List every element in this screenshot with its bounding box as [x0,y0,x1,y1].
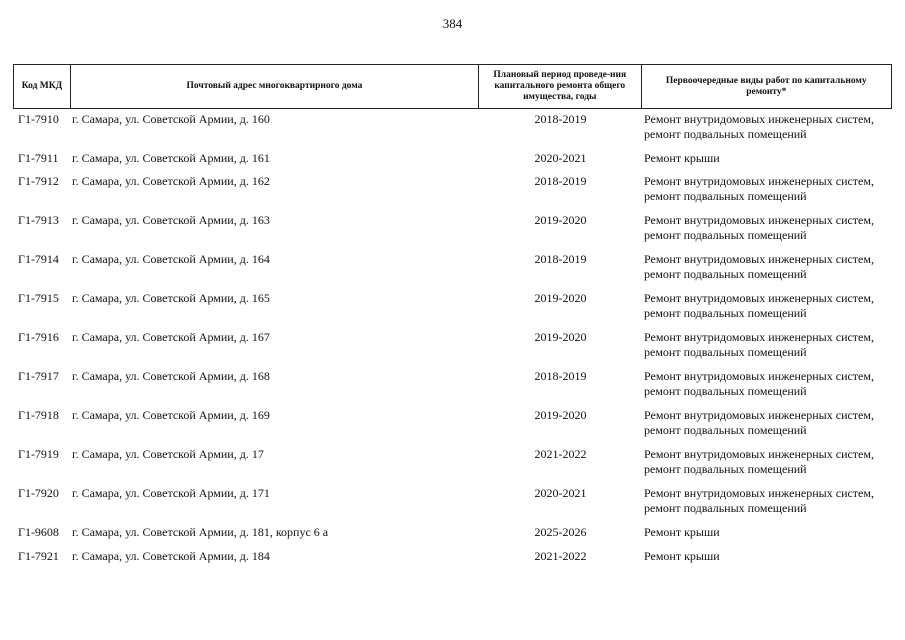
cell-works: Ремонт внутридомовых инженерных систем, ремонт подвальных помещений [644,174,874,203]
cell-period: 2018-2019 [534,174,587,188]
cell-code: Г1-7915 [18,291,59,305]
cell-code: Г1-7918 [18,408,59,422]
cell-period: 2021-2022 [534,549,587,563]
cell-address: г. Самара, ул. Советской Армии, д. 163 [72,213,270,227]
cell-address: г. Самара, ул. Советской Армии, д. 184 [72,549,270,563]
table-row [13,483,892,522]
cell-works: Ремонт внутридомовых инженерных систем, ремонт подвальных помещений [644,486,874,515]
table-row [13,327,892,366]
table-row [13,109,892,148]
cell-address: г. Самара, ул. Советской Армии, д. 181, корпус 6 а [72,525,329,539]
cell-code: Г1-7910 [18,112,59,126]
table-row [13,522,892,546]
cell-period: 2019-2020 [534,408,587,422]
header-period: Плановый период проведе-ния капитального ремонта общего имущества, годы [479,65,642,108]
cell-address: г. Самара, ул. Советской Армии, д. 160 [72,112,270,126]
cell-period: 2018-2019 [534,369,587,383]
cell-works: Ремонт внутридомовых инженерных систем, ремонт подвальных помещений [644,213,874,242]
cell-address: г. Самара, ул. Советской Армии, д. 162 [72,174,270,188]
cell-works: Ремонт крыши [644,151,720,165]
header-code: Код МКД [14,65,71,108]
cell-period: 2020-2021 [534,486,587,500]
cell-period: 2019-2020 [534,213,587,227]
cell-period: 2025-2026 [534,525,587,539]
cell-code: Г1-7916 [18,330,59,344]
cell-address: г. Самара, ул. Советской Армии, д. 164 [72,252,270,266]
cell-works: Ремонт внутридомовых инженерных систем, ремонт подвальных помещений [644,447,874,476]
header-address: Почтовый адрес многоквартирного дома [71,65,479,108]
table-row [13,288,892,327]
cell-code: Г1-7914 [18,252,59,266]
table-header [13,64,892,109]
cell-works: Ремонт крыши [644,549,720,563]
cell-period: 2021-2022 [534,447,587,461]
table-row [13,171,892,210]
table-row [13,249,892,288]
cell-address: г. Самара, ул. Советской Армии, д. 171 [72,486,270,500]
cell-works: Ремонт внутридомовых инженерных систем, ремонт подвальных помещений [644,369,874,398]
cell-address: г. Самара, ул. Советской Армии, д. 17 [72,447,264,461]
cell-code: Г1-7911 [18,151,59,165]
cell-code: Г1-7921 [18,549,59,563]
table-row [13,210,892,249]
cell-code: Г1-7912 [18,174,59,188]
cell-code: Г1-7913 [18,213,59,227]
cell-code: Г1-7917 [18,369,59,383]
cell-works: Ремонт внутридомовых инженерных систем, ремонт подвальных помещений [644,408,874,437]
cell-address: г. Самара, ул. Советской Армии, д. 161 [72,151,270,165]
header-works: Первоочередные виды работ по капитальному ремонту* [665,75,867,97]
cell-address: г. Самара, ул. Советской Армии, д. 168 [72,369,270,383]
cell-period: 2019-2020 [534,330,587,344]
cell-works: Ремонт внутридомовых инженерных систем, ремонт подвальных помещений [644,252,874,281]
table-row [13,148,892,171]
cell-period: 2019-2020 [534,291,587,305]
table-row [13,444,892,483]
cell-period: 2018-2019 [534,112,587,126]
cell-period: 2018-2019 [534,252,587,266]
cell-works: Ремонт внутридомовых инженерных систем, ремонт подвальных помещений [644,291,874,320]
cell-works: Ремонт внутридомовых инженерных систем, ремонт подвальных помещений [644,330,874,359]
table-row [13,405,892,444]
cell-code: Г1-7919 [18,447,59,461]
page-number: 384 [442,16,463,31]
cell-works: Ремонт крыши [644,525,720,539]
cell-works: Ремонт внутридомовых инженерных систем, ремонт подвальных помещений [644,112,874,141]
cell-address: г. Самара, ул. Советской Армии, д. 167 [72,330,270,344]
table-body [13,109,892,570]
table-row [13,546,892,570]
cell-address: г. Самара, ул. Советской Армии, д. 169 [72,408,270,422]
cell-code: Г1-7920 [18,486,59,500]
cell-address: г. Самара, ул. Советской Армии, д. 165 [72,291,270,305]
cell-code: Г1-9608 [18,525,59,539]
table-row [13,366,892,405]
cell-period: 2020-2021 [534,151,587,165]
